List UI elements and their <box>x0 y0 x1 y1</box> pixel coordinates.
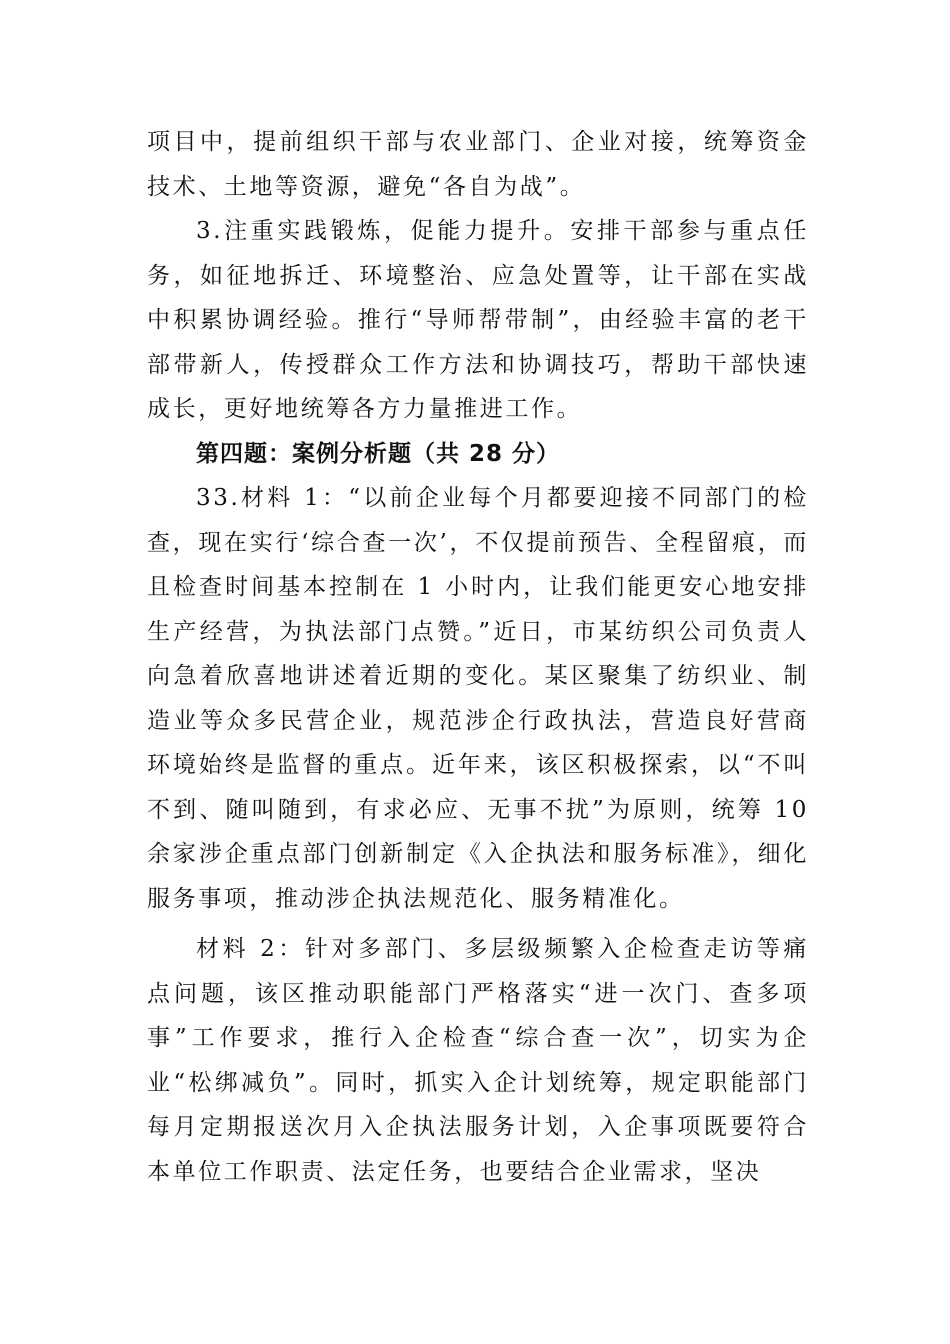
paragraph-material-1: 33.材料 1：“以前企业每个月都要迎接不同部门的检查，现在实行‘综合查一次’，不仅提前预告、全程留痕，而且检查时间基本控制在 1 小时内，让我们能更安心地安排生产经营，为执法部门点赞。”近日，市某纺织公司负责人向急着欣喜地讲述着近期的变化。某区聚集了纺织业、制造业等众多民营企业，规范涉企行政执法，营造良好营商环境始终是监督的重点。近年来，该区积极探索，以“不叫不到、随叫随到，有求必应、无事不扰”为原则，统筹 10 余家涉企重点部门创新制定《入企执法和服务标准》，细化服务事项，推动涉企执法规范化、服务精准化。 <box>147 485 809 912</box>
paragraph-material-2: 材料 2：针对多部门、多层级频繁入企检查走访等痛点问题，该区推动职能部门严格落实“进一次门、查多项事”工作要求，推行入企检查“综合查一次”，切实为企业“松绑减负”。同时，抓实入企计划统筹，规定职能部门每月定期报送次月入企执法服务计划，入企事项既要符合本单位工作职责、法定任务，也要结合企业需求，坚决 <box>147 936 809 1185</box>
document-body <box>147 120 809 1194</box>
paragraph-continuation: 项目中，提前组织干部与农业部门、企业对接，统筹资金技术、土地等资源，避免“各自为战”。 <box>147 129 809 200</box>
paragraph-item-3: 3.注重实践锻炼，促能力提升。安排干部参与重点任务，如征地拆迁、环境整治、应急处置等，让干部在实战中积累协调经验。推行“导师帮带制”，由经验丰富的老干部带新人，传授群众工作方法和协调技巧，帮助干部快速成长，更好地统筹各方力量推进工作。 <box>147 218 809 422</box>
section-heading: 第四题：案例分析题（共 28 分） <box>196 440 561 467</box>
